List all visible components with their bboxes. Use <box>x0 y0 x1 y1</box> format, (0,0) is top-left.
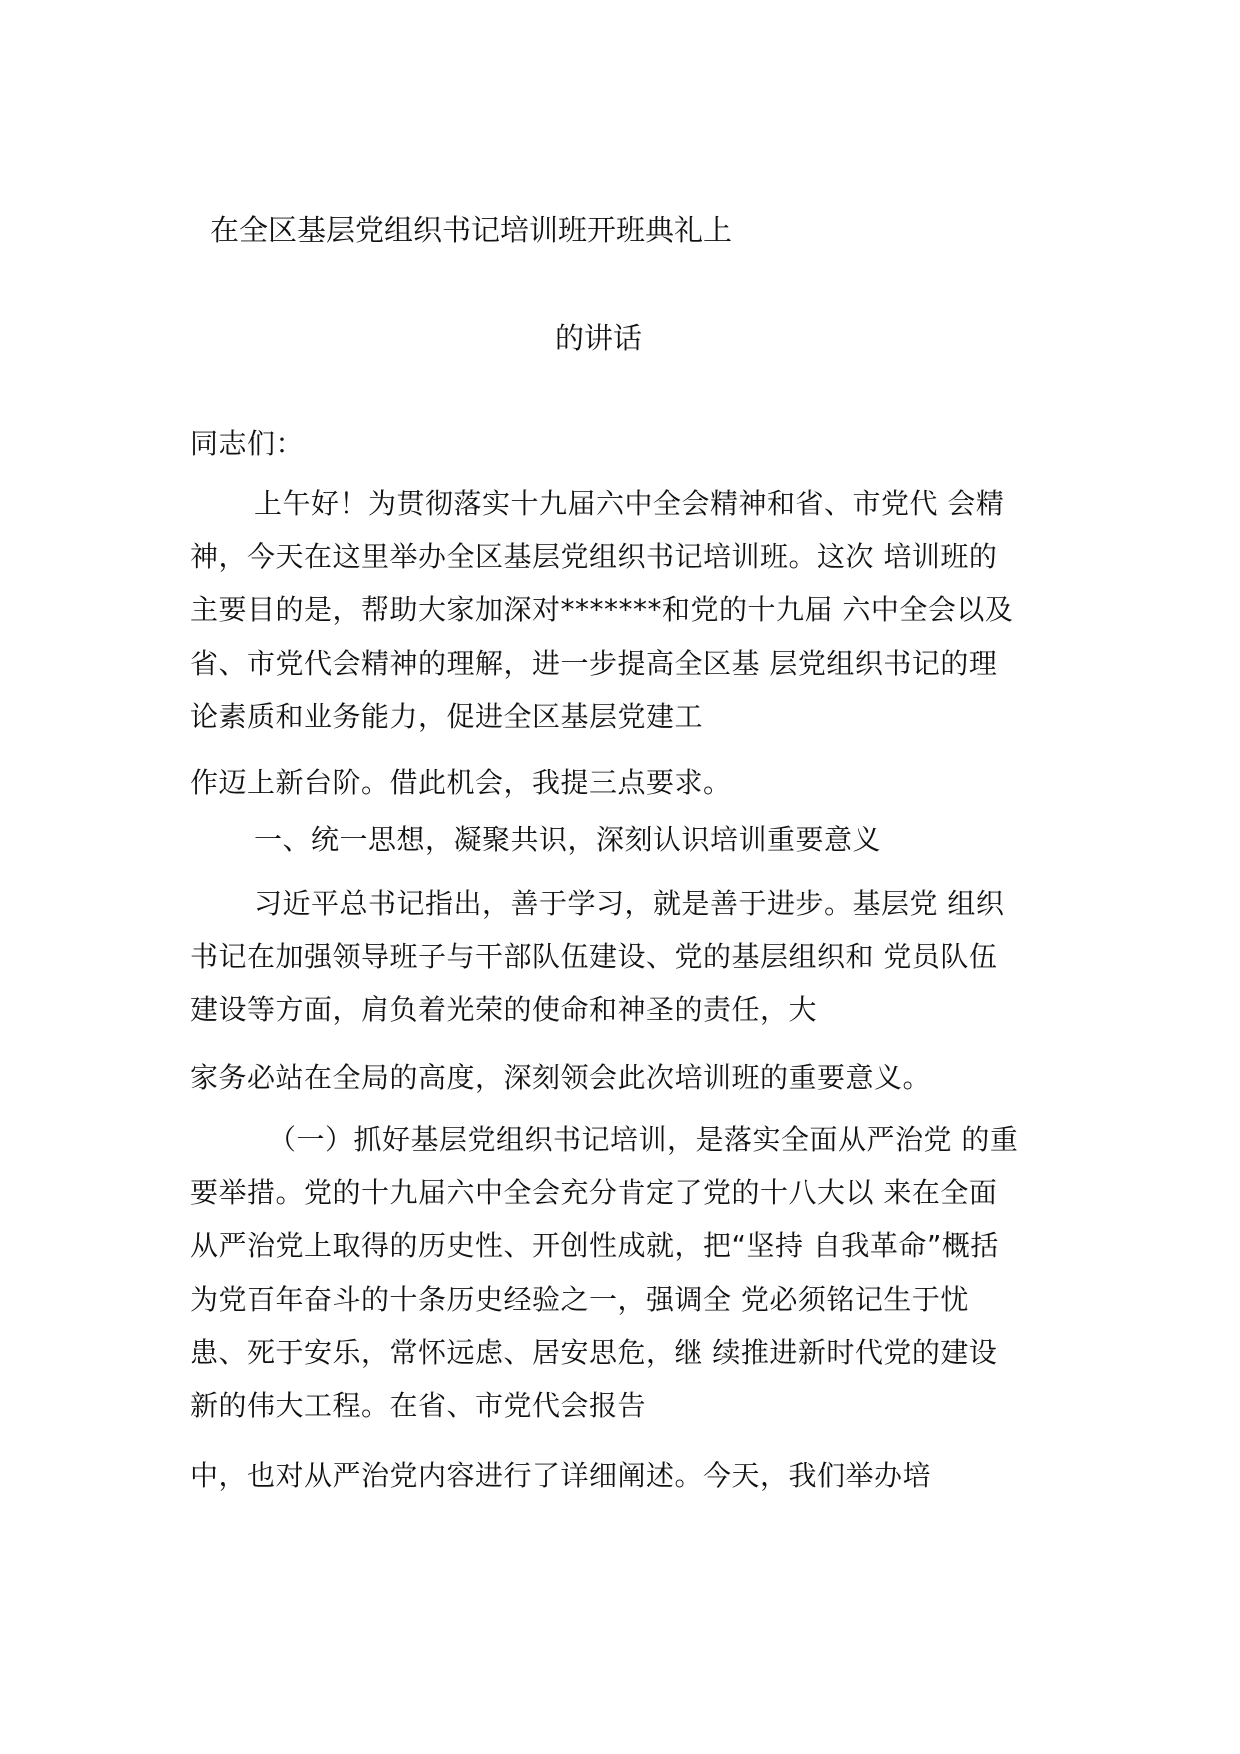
section-heading: 一、统一思想，凝聚共识，深刻认识培训重要意义 <box>254 823 882 856</box>
body-line: 神，今天在这里举办全区基层党组织书记培训班。这次 培训班的 <box>190 540 998 573</box>
body-line: 从严治党上取得的历史性、开创性成就，把“坚持 自我革命”概括 <box>190 1229 999 1262</box>
document-title-line1: 在全区基层党组织书记培训班开班典礼上 <box>210 213 733 247</box>
body-line: 作迈上新台阶。借此机会，我提三点要求。 <box>190 766 732 799</box>
document-title-line2: 的讲话 <box>555 321 643 355</box>
body-line: 建设等方面，肩负着光荣的使命和神圣的责任，大 <box>190 993 818 1026</box>
body-line: 患、死于安乐，常怀远虑、居安思危，继 续推进新时代党的建设 <box>190 1336 998 1369</box>
subsection-line: （一）抓好基层党组织书记培训，是落实全面从严治党 的重 <box>268 1123 1019 1156</box>
body-line: 上午好！为贯彻落实十九届六中全会精神和省、市党代 会精 <box>254 487 1005 520</box>
salutation: 同志们： <box>190 427 305 460</box>
body-line: 新的伟大工程。在省、市党代会报告 <box>190 1389 647 1422</box>
body-line: 中，也对从严治党内容进行了详细阐述。今天，我们举办培 <box>190 1459 932 1492</box>
body-line: 主要目的是，帮助大家加深对*******和党的十九届 六中全会以及 <box>190 593 1014 626</box>
body-line: 家务必站在全局的高度，深刻领会此次培训班的重要意义。 <box>190 1061 932 1094</box>
body-line: 论素质和业务能力，促进全区基层党建工 <box>190 700 704 733</box>
body-line: 省、市党代会精神的理解，进一步提高全区基 层党组织书记的理 <box>190 647 998 680</box>
body-line: 书记在加强领导班子与干部队伍建设、党的基层组织和 党员队伍 <box>190 940 998 973</box>
body-line: 要举措。党的十九届六中全会充分肯定了党的十八大以 来在全面 <box>190 1176 998 1209</box>
body-line: 为党百年奋斗的十条历史经验之一，强调全 党必须铭记生于忧 <box>190 1283 969 1316</box>
body-line: 习近平总书记指出，善于学习，就是善于进步。基层党 组织 <box>254 887 1005 920</box>
